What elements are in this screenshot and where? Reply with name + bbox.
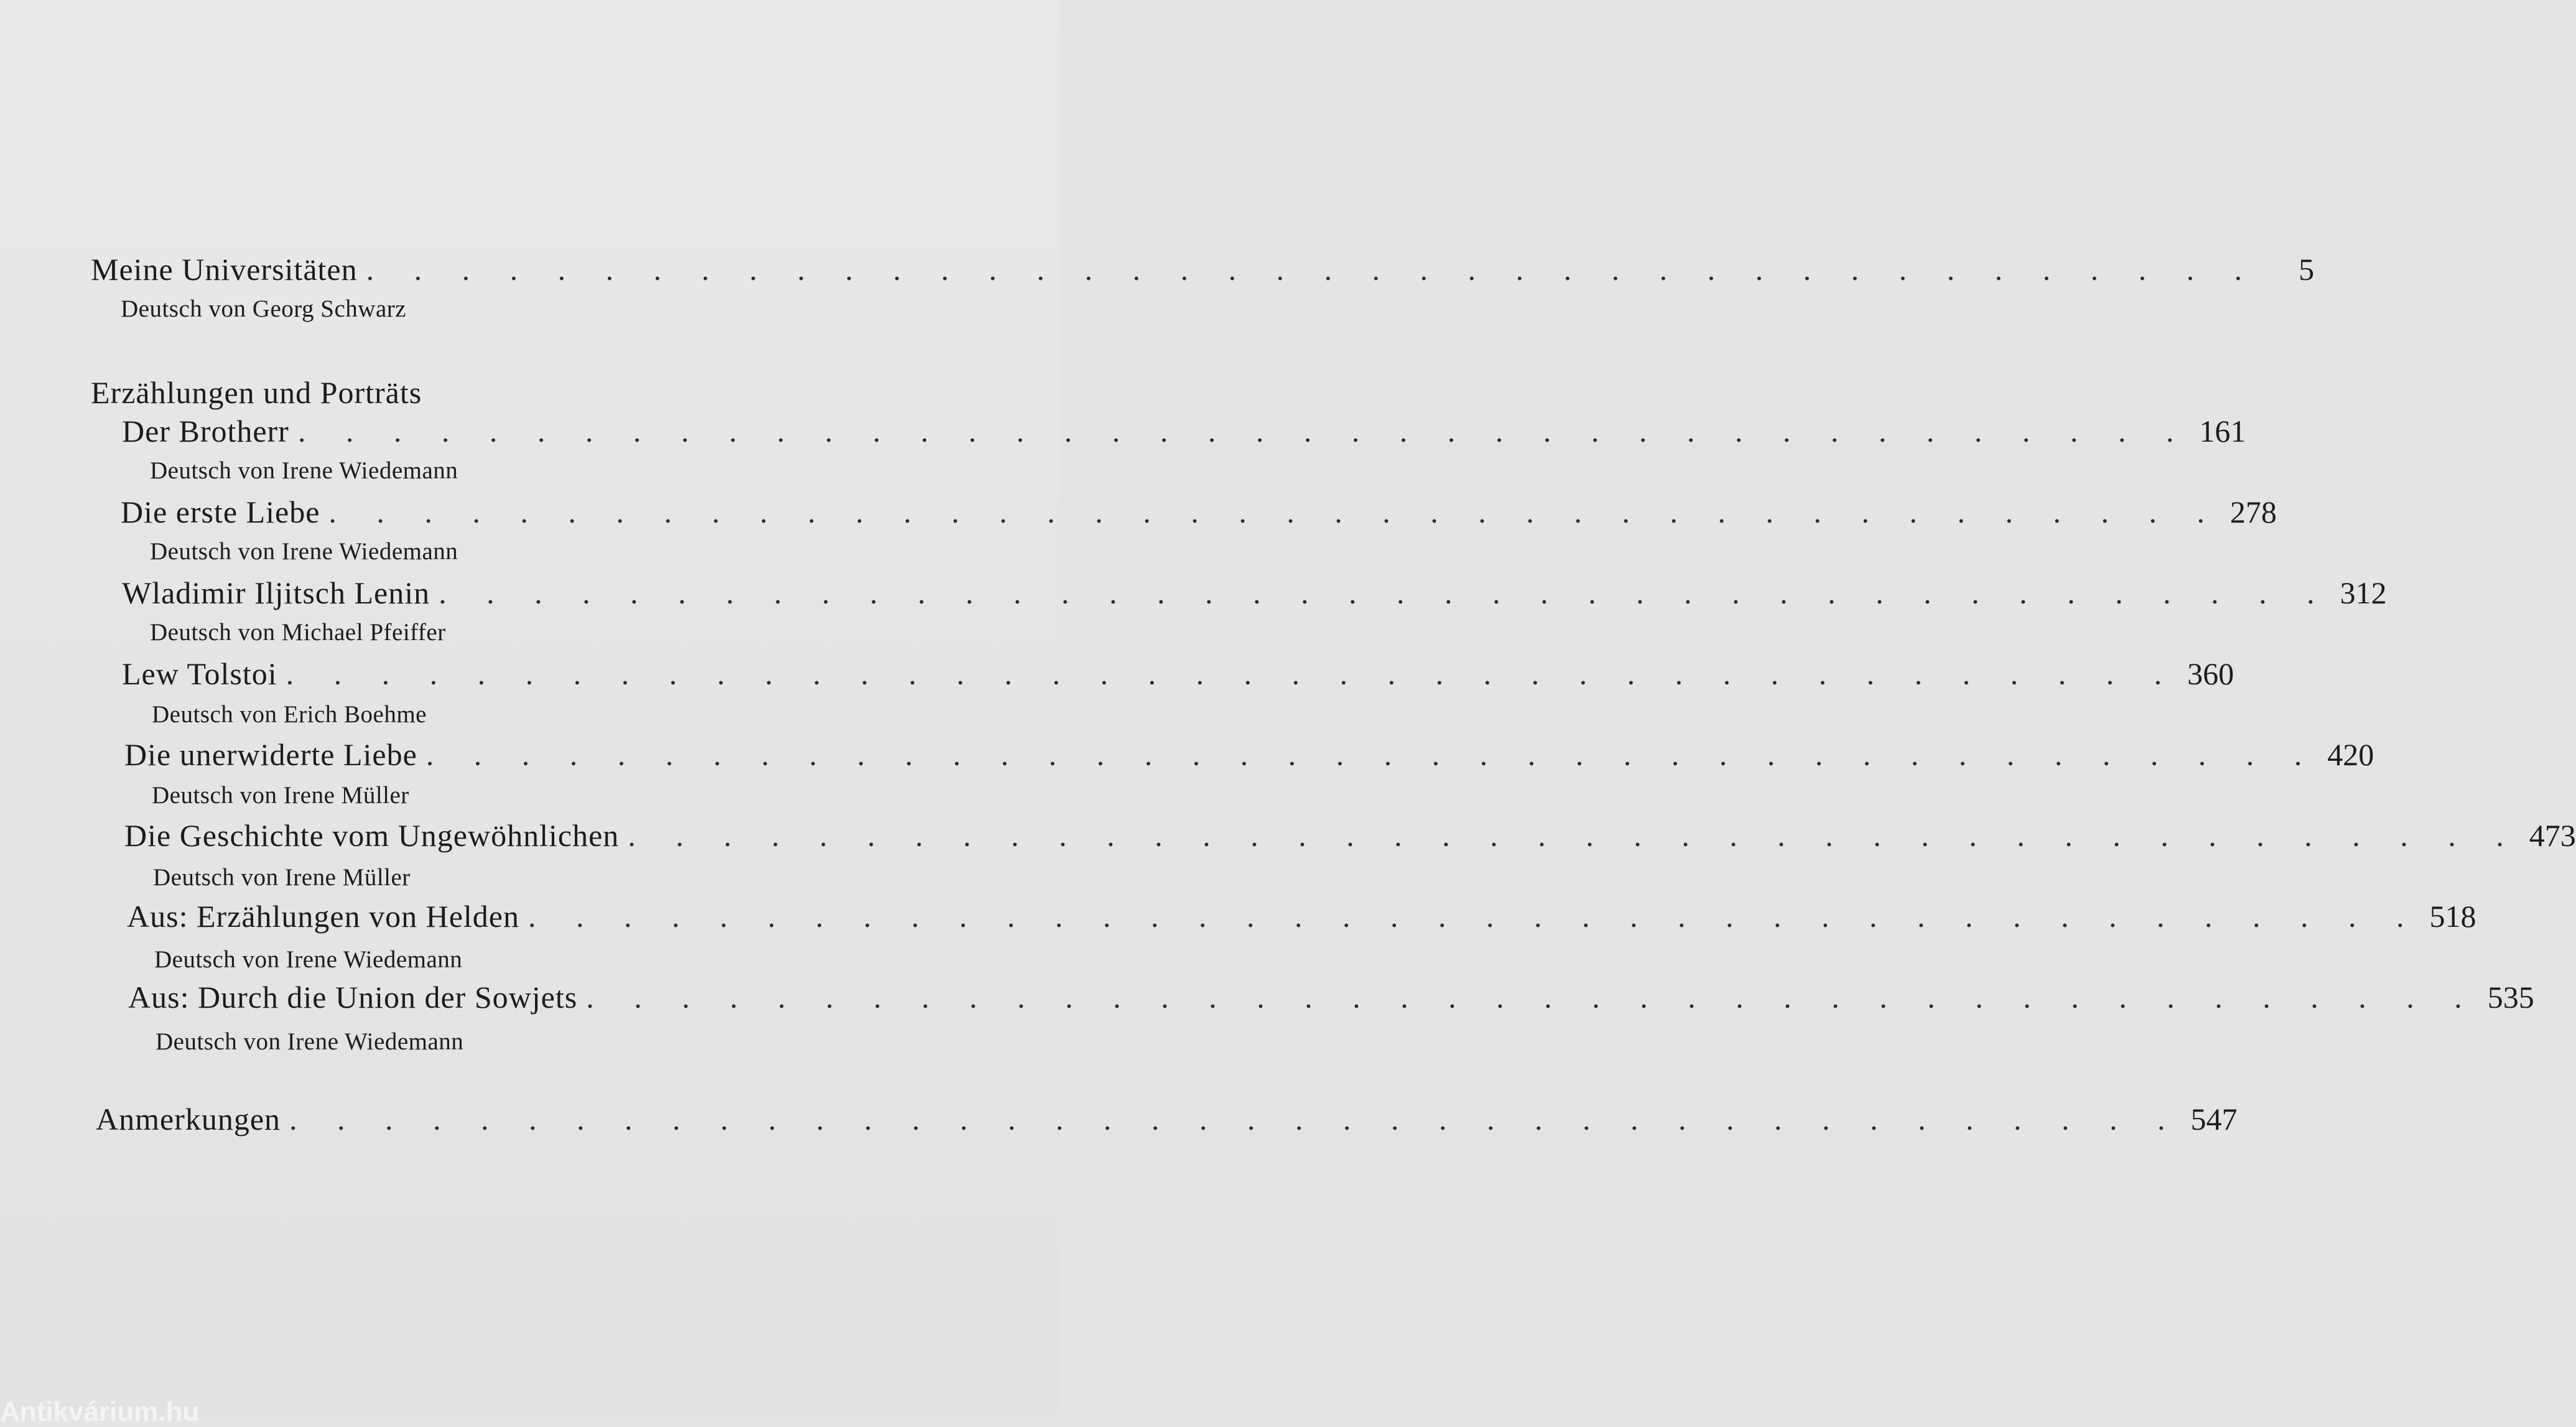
section-heading: Erzählungen und Porträts bbox=[91, 375, 422, 410]
toc-entry-title: Aus: Durch die Union der Sowjets bbox=[128, 980, 578, 1015]
toc-entry-translator: Deutsch von Michael Pfeiffer bbox=[150, 619, 446, 646]
dot-leader: . . . . . . . . . . . . . . . . . . . . . . . . . . . . . . . . . . . . . . . . bbox=[439, 575, 2331, 610]
dot-leader: . . . . . . . . . . . . . . . . . . . . . . . . . . . . . . . . . . . . . . . . bbox=[328, 495, 2221, 529]
toc-entry-title: Lew Tolstoi bbox=[122, 656, 277, 691]
toc-entry bbox=[127, 898, 2476, 934]
watermark: Antikvárium.hu bbox=[0, 1397, 200, 1427]
toc-entry-title: Anmerkungen bbox=[96, 1102, 281, 1136]
toc-entry bbox=[121, 494, 2277, 530]
dot-leader: . . . . . . . . . . . . . . . . . . . . . . . . . . . . . . . . . . . . . . . . bbox=[586, 980, 2478, 1015]
toc-entry-translator: Deutsch von Georg Schwarz bbox=[121, 295, 407, 322]
toc-entry bbox=[124, 817, 2576, 853]
toc-entry bbox=[96, 1101, 2238, 1137]
toc-entry-title: Meine Universitäten bbox=[91, 252, 358, 287]
dot-leader: . . . . . . . . . . . . . . . . . . . . . . . . . . . . . . . . . . . . . . . . bbox=[286, 656, 2178, 691]
toc-entry bbox=[122, 413, 2246, 449]
toc-entry-page: 420 bbox=[2327, 737, 2374, 772]
toc-entry-page: 278 bbox=[2230, 495, 2277, 529]
toc-entry-title: Die erste Liebe bbox=[121, 495, 320, 529]
dot-leader: . . . . . . . . . . . . . . . . . . . . . . . . . . . . . . . . . . . . . . . . bbox=[628, 818, 2520, 853]
toc-entry-page: 5 bbox=[2299, 252, 2315, 287]
toc-entry-title: Wladimir Iljitsch Lenin bbox=[122, 575, 430, 610]
dot-leader: . . . . . . . . . . . . . . . . . . . . . . . . . . . . . . . . . . . . . . . . bbox=[297, 414, 2190, 449]
toc-entry bbox=[122, 575, 2387, 611]
toc-entry-translator: Deutsch von Irene Müller bbox=[152, 782, 409, 809]
dot-leader: . . . . . . . . . . . . . . . . . . . . . . . . . . . . . . . . . . . . . . . . bbox=[289, 1102, 2182, 1136]
toc-entry-translator: Deutsch von Irene Müller bbox=[153, 864, 411, 891]
toc-entry bbox=[91, 251, 2315, 287]
toc-entry-page: 312 bbox=[2340, 575, 2387, 610]
toc-entry bbox=[122, 656, 2234, 692]
toc-entry-translator: Deutsch von Irene Wiedemann bbox=[156, 1028, 464, 1055]
toc-entry-translator: Deutsch von Erich Boehme bbox=[152, 701, 427, 728]
toc-entry-page: 518 bbox=[2429, 899, 2476, 934]
toc-entry bbox=[128, 979, 2534, 1015]
toc-entry-translator: Deutsch von Irene Wiedemann bbox=[150, 538, 458, 565]
toc-entry-translator: Deutsch von Irene Wiedemann bbox=[150, 457, 458, 484]
toc-entry-title: Der Brotherr bbox=[122, 414, 289, 449]
dot-leader: . . . . . . . . . . . . . . . . . . . . . . . . . . . . . . . . . . . . . . . . bbox=[425, 737, 2318, 772]
toc-entry-title: Aus: Erzählungen von Helden bbox=[127, 899, 520, 934]
toc-entry-title: Die unerwiderte Liebe bbox=[124, 737, 417, 772]
toc-entry-translator: Deutsch von Irene Wiedemann bbox=[154, 946, 463, 973]
toc-entry-page: 535 bbox=[2487, 980, 2534, 1015]
dot-leader: . . . . . . . . . . . . . . . . . . . . . . . . . . . . . . . . . . . . . . . . bbox=[528, 899, 2420, 934]
toc-entry-page: 360 bbox=[2187, 656, 2234, 691]
toc-entry-page: 473 bbox=[2529, 818, 2576, 853]
dot-leader: . . . . . . . . . . . . . . . . . . . . . . . . . . . . . . . . . . . . . . . . bbox=[366, 252, 2259, 287]
toc-entry-title: Die Geschichte vom Ungewöhnlichen bbox=[124, 818, 620, 853]
toc-entry bbox=[124, 737, 2374, 773]
toc-entry-page: 547 bbox=[2190, 1102, 2238, 1136]
toc-entry-page: 161 bbox=[2199, 414, 2246, 449]
